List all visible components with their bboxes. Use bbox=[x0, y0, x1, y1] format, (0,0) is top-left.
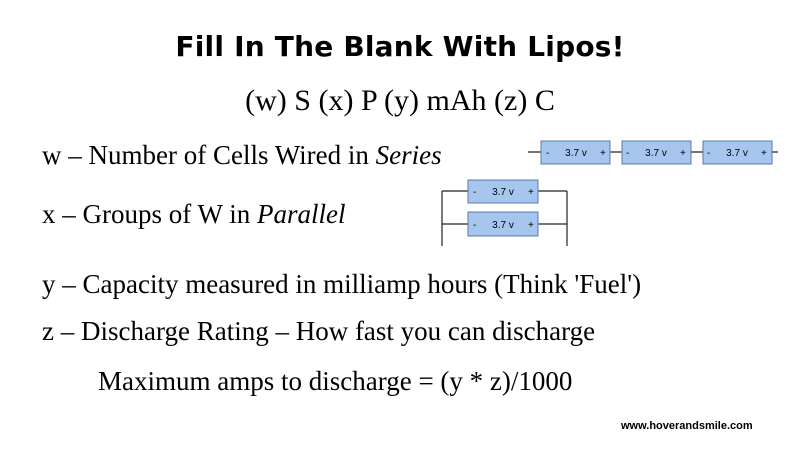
cell-plus: + bbox=[761, 148, 767, 159]
cell-label: 3.7 v bbox=[645, 148, 667, 159]
cell-plus: + bbox=[680, 148, 686, 159]
cell-plus: + bbox=[600, 148, 606, 159]
cell-minus: - bbox=[473, 187, 477, 198]
cell-plus: + bbox=[528, 187, 534, 198]
cell-label: 3.7 v bbox=[565, 148, 587, 159]
cell-minus: - bbox=[707, 148, 711, 159]
series-cell-1 bbox=[541, 141, 610, 164]
parallel-diagram bbox=[442, 180, 567, 246]
cell-plus: + bbox=[528, 220, 534, 231]
definition-z: z – Discharge Rating – How fast you can discharge bbox=[42, 316, 596, 346]
cell-minus: - bbox=[473, 220, 477, 231]
cell-minus: - bbox=[546, 148, 550, 159]
series-cell-3 bbox=[703, 141, 772, 164]
series-diagram bbox=[528, 141, 778, 164]
max-amps-formula: Maximum amps to discharge = (y * z)/1000 bbox=[98, 366, 573, 396]
parallel-cell-2 bbox=[468, 212, 538, 236]
definition-x-text: x – Groups of W in bbox=[42, 199, 257, 229]
formula-line: (w) S (x) P (y) mAh (z) C bbox=[245, 84, 555, 117]
series-cell-2 bbox=[622, 141, 691, 164]
cell-label: 3.7 v bbox=[726, 148, 748, 159]
cell-label: 3.7 v bbox=[492, 220, 514, 231]
slide-title: Fill In The Blank With Lipos! bbox=[175, 30, 625, 63]
definition-w-emphasis: Series bbox=[375, 140, 442, 170]
definition-w-text: w – Number of Cells Wired in bbox=[42, 140, 376, 170]
website-url: www.hoverandsmile.com bbox=[621, 420, 753, 432]
parallel-cell-1 bbox=[468, 180, 538, 203]
definition-y: y – Capacity measured in milliamp hours (Think 'Fuel') bbox=[42, 269, 642, 299]
cell-minus: - bbox=[626, 148, 630, 159]
cell-label: 3.7 v bbox=[492, 187, 514, 198]
definition-x-emphasis: Parallel bbox=[257, 199, 346, 229]
